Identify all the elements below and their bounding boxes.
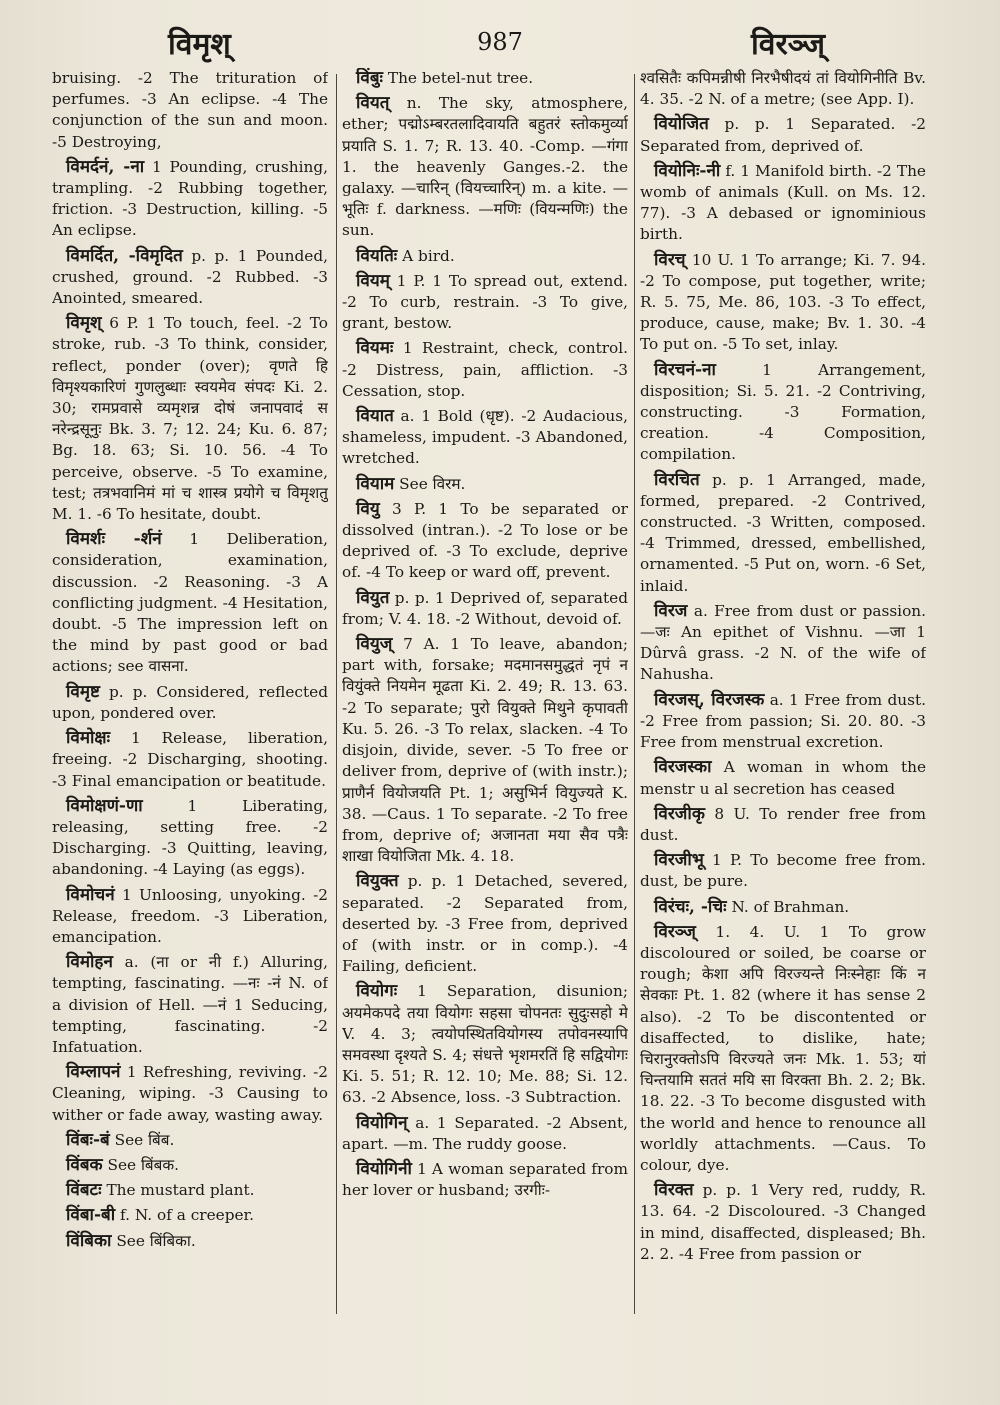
dictionary-entry <box>52 682 328 724</box>
entry-definition: 1 Liberating, releasing, setting free. -2 Discharging. -3 Quitting, leaving, abandoning. -4 Laying (as eggs). <box>52 796 328 879</box>
entry-definition: A bird. <box>402 246 455 265</box>
right-running-headword: विरञ्ज् <box>751 27 825 62</box>
dictionary-entry <box>640 690 926 754</box>
entry-definition: 1 Arrangement, disposition; Si. 5. 21. -2 Contriving, constructing. -3 Formation, creation. -4 Composition, compilation. <box>640 360 926 464</box>
dictionary-entry <box>52 313 328 525</box>
dictionary-entry <box>640 601 926 686</box>
entry-definition: 6 P. 1 To touch, feel. -2 To stroke, rub. -3 To think, consider, reflect, ponder (over); वृणते हि विमृश्यकारिणं गुणलुब्धाः स्वयमेव संपदः Ki. 2. 30; रामप्रवासे व्यमृशन्न दोषं जनापवादं स नरेन्द्रसूनुः Bk. 3. 7; 12. 24; Ku. 6. 87; Bg. 18. 63; Si. 10. 56. -4 To perceive, observe. -5 To examine, test; तत्रभवानिमं मां च शास्त्र प्रयोगे च विमृशतु M. 1. -6 To hesitate, doubt. <box>52 314 328 524</box>
page-header <box>40 10 960 68</box>
entry-headword: वियोनिः-नी <box>654 160 721 181</box>
entry-definition: 1 Release, liberation, freeing. -2 Discharging, shooting. -3 Final emancipation or beatitude. <box>52 729 328 790</box>
entry-definition: p. p. Considered, reflected upon, pondered over. <box>52 682 328 722</box>
entry-headword: वियात <box>356 406 394 427</box>
dictionary-entry <box>52 1205 328 1226</box>
column-right <box>640 68 926 1358</box>
entry-headword: विंबिका <box>66 1230 112 1251</box>
entry-headword: विंबः-बं <box>66 1129 110 1150</box>
entry-definition: p. p. 1 Detached, severed, separated. -2 Separated from, deserted by. -3 Free from, deprived of (with instr. or in comp.). -4 Failing, deficient. <box>342 872 628 976</box>
entry-headword: विमर्दनं, -ना <box>66 156 145 177</box>
dictionary-entry <box>342 338 628 402</box>
entry-headword: विमोक्षणं-णा <box>66 795 143 816</box>
entry-definition: 1 P. To become free from. dust, be pure. <box>640 851 926 891</box>
entry-headword: विंबक <box>66 1154 103 1175</box>
entry-headword: वियोगः <box>356 981 398 1002</box>
dictionary-entry <box>52 885 328 949</box>
entry-definition: f. N. of a creeper. <box>120 1206 255 1225</box>
entry-headword: वियत् <box>356 93 390 114</box>
column-divider <box>634 74 635 1314</box>
entry-definition: 1 Separation, disunion; अयमेकपदे तया वियोगः सहसा चोपनतः सुदुःसहो मे V. 4. 3; त्वयोपस्थितवियोगस्य तपोवनस्यापि समवस्था दृश्यते S. 4; संधत्ते भृशमरतिं हि सद्वियोगः Ki. 5. 51; R. 12. 10; Me. 88; Si. 12. 63. -2 Absence, loss. -3 Subtraction. <box>342 982 628 1107</box>
dictionary-entry <box>640 250 926 356</box>
dictionary-entry <box>52 1231 328 1252</box>
dictionary-entry <box>640 804 926 846</box>
entry-headword: विमर्दित, -विमृदित <box>66 245 183 266</box>
entry-definition: p. p. 1 Separated. -2 Separated from, deprived of. <box>640 115 926 155</box>
entry-definition: a. Free from dust or passion. —जः An epithet of Vishnu. —जा 1 Dûrvâ grass. -2 N. of the wife of Nahusha. <box>640 601 926 684</box>
dictionary-entry <box>640 1180 926 1265</box>
entry-definition: See बिंबक. <box>107 1155 179 1174</box>
dictionary-entry <box>52 246 328 310</box>
dictionary-entry <box>342 93 628 241</box>
entry-headword: विमृष्ट <box>66 681 100 702</box>
entry-definition: The mustard plant. <box>106 1181 255 1200</box>
entry-headword: वियोगिन् <box>356 1112 408 1133</box>
column-left <box>52 68 328 1358</box>
entry-definition: See विरम. <box>399 474 466 493</box>
entry-headword: विरजस्, विरजस्क <box>654 689 765 710</box>
entry-definition: 8 U. To render free from dust. <box>640 804 926 844</box>
dictionary-entry <box>640 850 926 892</box>
dictionary-entry <box>640 922 926 1176</box>
dictionary-entry <box>52 796 328 881</box>
entry-definition: bruising. -2 The trituration of perfumes. -3 An eclipse. -4 The conjunction of the sun and moon. -5 Destroying, <box>52 69 328 151</box>
dictionary-entry <box>640 161 926 246</box>
entry-headword: विरजीभू <box>654 850 704 871</box>
dictionary-entry <box>52 728 328 792</box>
entry-definition: 1 Restraint, check, control. -2 Distress, pain, affliction. -3 Cessation, stop. <box>342 339 628 400</box>
entry-definition: 1 Unloosing, unyoking. -2 Release, freedom. -3 Liberation, emancipation. <box>52 885 328 946</box>
dictionary-entry <box>52 952 328 1058</box>
entry-headword: वियु <box>356 498 380 519</box>
entry-definition: 7 A. 1 To leave, abandon; part with, forsake; मदमानसमुद्धतं नृपं न वियुंक्ते नियमेन मूढता Ki. 2. 49; R. 13. 63. -2 To separate; पुरो वियुक्ते मिथुने कृपावती Ku. 5. 26. -3 To relax, slacken. -4 To disjoin, divide, sever. -5 To free or deliver from, deprive of (with instr.); प्राणैर्न वियोजयति Pt. 1; असुभिर्न वियुज्यते K. 38. —Caus. 1 To separate. -2 To free from, deprive of; अजानता मया सैव पत्रैः शाखा वियोजिता Mk. 4. 18. <box>342 635 628 866</box>
entry-definition: 10 U. 1 To arrange; Ki. 7. 94. -2 To compose, put together, write; R. 5. 75, Me. 86, 103. -3 To effect, produce, cause, make; Bv. 1. 30. -4 To put on. -5 To set, inlay. <box>640 250 926 354</box>
entry-headword: वियोगिनी <box>356 1158 412 1179</box>
dictionary-entry <box>640 68 926 110</box>
entry-headword: वियुक्त <box>356 871 399 892</box>
entry-definition: See बिंबिका. <box>116 1231 196 1250</box>
page-number: 987 <box>477 28 523 56</box>
entry-headword: वियम् <box>356 270 390 291</box>
entry-headword: विरच् <box>654 249 686 270</box>
entry-definition: The betel-nut tree. <box>387 69 534 87</box>
entry-headword: वियुज् <box>356 634 393 655</box>
entry-headword: विरचित <box>654 469 700 490</box>
dictionary-entry <box>640 757 926 799</box>
entry-headword: विमृश् <box>66 313 102 334</box>
entry-definition: p. p. 1 Pounded, crushed, ground. -2 Rubbed. -3 Anointed, smeared. <box>52 246 328 308</box>
dictionary-entry <box>640 360 926 466</box>
dictionary-entry <box>52 1062 328 1126</box>
dictionary-entry <box>342 474 628 495</box>
dictionary-entry <box>52 68 328 153</box>
entry-definition: a. (ना or नी f.) Alluring, tempting, fascinating. —नः -नं N. of a division of Hell. —नं 1 Seducing, tempting, fascinating. -2 Infatuation. <box>52 953 328 1056</box>
dictionary-entry <box>342 1113 628 1155</box>
dictionary-entry <box>52 1130 328 1151</box>
dictionary-entry <box>342 246 628 267</box>
entry-headword: वियमः <box>356 338 394 359</box>
dictionary-entry <box>52 1155 328 1176</box>
entry-headword: विरज <box>654 600 688 621</box>
entry-definition: 1 A woman separated from her lover or husband; उरगीः- <box>342 1159 628 1200</box>
entry-definition: n. The sky, atmosphere, ether; पद्मोऽम्बरतलादिवायति बहुतरं स्तोकमुर्व्या प्रयाति S. 1. 7; R. 13. 40. -Comp. —गंगा 1. the heavenly Ganges.-2. the galaxy. —चारिन् (वियच्चारिन्) m. a kite. —भूतिः f. darkness. —मणिः (वियन्मणिः) the sun. <box>342 94 628 240</box>
dictionary-entry <box>342 271 628 335</box>
entry-headword: वियतिः <box>356 245 398 266</box>
entry-headword: विरचनं-ना <box>654 359 716 380</box>
entry-headword: विमोहन <box>66 952 113 973</box>
entry-headword: विरंचः, -चिः <box>654 896 727 917</box>
entry-headword: विंबा-बी <box>66 1205 116 1226</box>
entry-headword: विम्लापनं <box>66 1062 121 1083</box>
dictionary-entry <box>52 529 328 677</box>
column-divider <box>336 74 337 1314</box>
dictionary-entry <box>52 157 328 242</box>
dictionary-entry <box>342 499 628 584</box>
entry-headword: विंबुः <box>356 68 383 88</box>
entry-headword: विमर्शः -र्शनं <box>66 529 162 550</box>
entry-definition: f. 1 Manifold birth. -2 The womb of animals (Kull. on Ms. 12. 77). -3 A debased or ignominious birth. <box>640 161 926 244</box>
entry-headword: विरञ्ज् <box>654 921 696 942</box>
entry-definition: 1 Pounding, crushing, trampling. -2 Rubbing together, friction. -3 Destruction, killing. -5 An eclipse. <box>52 157 328 240</box>
dictionary-entry <box>342 1159 628 1201</box>
entry-headword: विंबटः <box>66 1180 102 1201</box>
dictionary-entry <box>342 871 628 977</box>
dictionary-entry <box>342 406 628 470</box>
left-running-headword: विमृश् <box>168 27 231 62</box>
dictionary-entry <box>640 114 926 156</box>
dictionary-entry <box>342 981 628 1108</box>
entry-headword: वियाम <box>356 473 395 494</box>
entry-definition: p. p. 1 Arranged, made, formed, prepared. -2 Contrived, constructed. -3 Written, composed. -4 Trimmed, dressed, embellished, ornamented. -5 Put on, worn. -6 Set, inlaid. <box>640 470 926 595</box>
dictionary-entry <box>640 897 926 918</box>
entry-headword: विमोचनं <box>66 884 115 905</box>
dictionary-entry <box>342 588 628 630</box>
entry-definition: a. 1 Free from dust. -2 Free from passion; Si. 20. 80. -3 Free from menstrual excretion. <box>640 690 926 752</box>
dictionary-entry <box>52 1180 328 1201</box>
entry-definition: 1. 4. U. 1 To grow discoloured or soiled, be coarse or rough; केशा अपि विरज्यन्ते निःस्नेहाः किं न सेवकाः Pt. 1. 82 (where it has sense 2 also). -2 To be discontented or disaffected, to dislike, hate; चिरानुरक्तोऽपि विरज्यते जनः Mk. 1. 53; यां चिन्तयामि सततं मयि सा विरक्ता Bh. 2. 2; Bk. 18. 22. -3 To become disgusted with the world and hence to renounce all worldly attachments. —Caus. To colour, dye. <box>640 922 926 1174</box>
entry-definition: 1 P. 1 To spread out, extend. -2 To curb, restrain. -3 To give, grant, bestow. <box>342 271 628 333</box>
entry-definition: 1 Refreshing, reviving. -2 Cleaning, wiping. -3 Causing to wither or fade away, wasting away. <box>52 1063 328 1124</box>
entry-definition: p. p. 1 Deprived of, separated from; V. 4. 18. -2 Without, devoid of. <box>342 588 628 628</box>
entry-headword: विरजीकृ <box>654 803 705 824</box>
column-middle <box>342 68 628 1358</box>
dictionary-entry <box>342 634 628 867</box>
dictionary-entry <box>342 68 628 89</box>
entry-headword: वियोजित <box>654 114 709 135</box>
entry-definition: a. 1 Bold (धृष्ट). -2 Audacious, shameless, impudent. -3 Abandoned, wretched. <box>342 407 628 468</box>
entry-headword: वियुत <box>356 587 390 608</box>
entry-headword: विरक्त <box>654 1180 694 1201</box>
dictionary-entry <box>640 470 926 597</box>
entry-definition: a. 1 Separated. -2 Absent, apart. —m. The ruddy goose. <box>342 1113 628 1153</box>
entry-definition: N. of Brahman. <box>731 897 850 916</box>
entry-definition: श्वसितैः कपिमन्नीषी निरभैषीदयं तां वियोगिनीति Bv. 4. 35. -2 N. of a metre; (see App. I). <box>640 69 926 109</box>
entry-definition: 1 Deliberation, consideration, examination, discussion. -2 Reasoning. -3 A conflicting judgment. -4 Hesitation, doubt. -5 The impression left on the mind by past good or bad actions; see वासना. <box>52 530 328 676</box>
entry-headword: विमोक्षः <box>66 728 111 749</box>
entry-definition: p. p. 1 Very red, ruddy, R. 13. 64. -2 Discoloured. -3 Changed in mind, disaffected, displeased; Bh. 2. 2. -4 Free from passion or <box>640 1181 926 1263</box>
entry-definition: 3 P. 1 To be separated or dissolved (intran.). -2 To lose or be deprived of. -3 To exclude, deprive of. -4 To keep or ward off, prevent. <box>342 499 628 582</box>
entry-definition: A woman in whom the menstr u al secretion has ceased <box>640 758 926 798</box>
entry-headword: विरजस्का <box>654 757 712 778</box>
entry-definition: See बिंब. <box>114 1130 175 1149</box>
